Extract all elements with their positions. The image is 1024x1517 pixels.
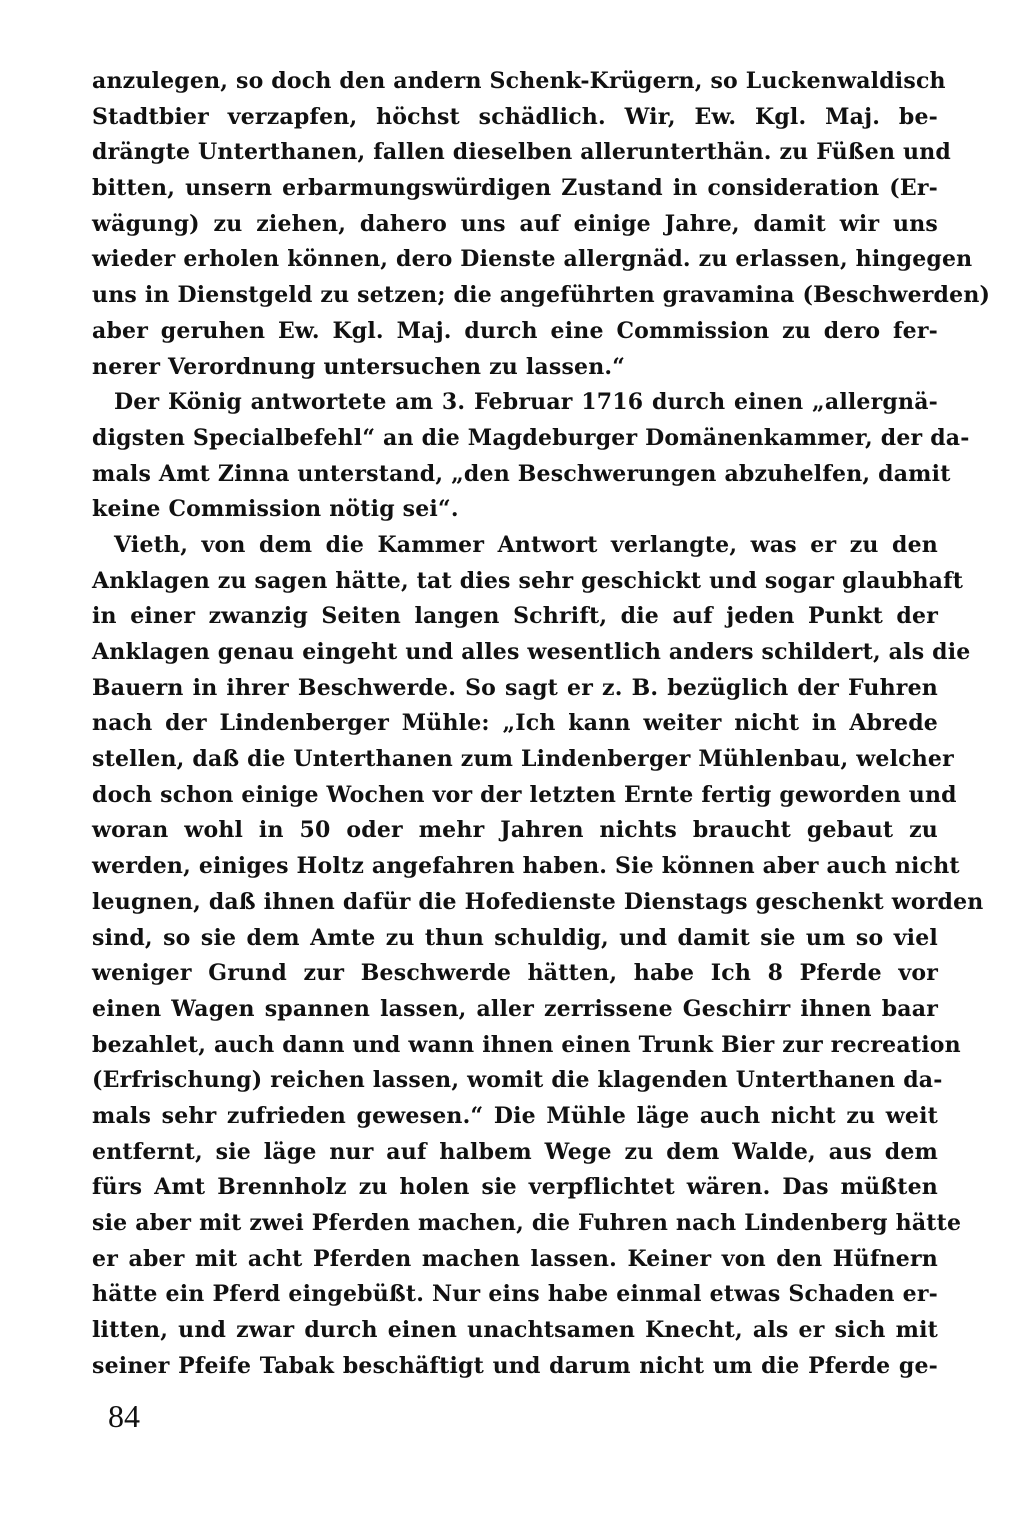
paragraph-petition-quote	[92, 64, 991, 385]
text-line: aber geruhen Ew. Kgl. Maj. durch eine Commission zu dero fer-	[92, 317, 938, 344]
text-line: Anklagen genau eingeht und alles wesentlich anders schildert, als die	[92, 639, 971, 665]
text-line: (Erfrischung) reichen lassen, womit die klagenden Unterthanen da-	[92, 1067, 943, 1094]
text-line: sind, so sie dem Amte zu thun schuldig, und damit sie um so viel	[92, 924, 938, 951]
text-line: leugnen, daß ihnen dafür die Hofedienste Dienstags geschenkt worden	[92, 888, 984, 915]
text-line: bitten, unsern erbarmungswürdigen Zustand in consideration (Er-	[92, 175, 938, 202]
text-line: Der König antwortete am 3. Februar 1716 durch einen „allergnä-	[114, 389, 938, 416]
text-line: einen Wagen spannen lassen, aller zerrissene Geschirr ihnen baar	[92, 995, 938, 1022]
text-line: seiner Pfeife Tabak beschäftigt und darum nicht um die Pferde ge-	[92, 1352, 938, 1379]
text-line: bezahlet, auch dann und wann ihnen einen Trunk Bier zur recreation	[92, 1031, 961, 1058]
text-line: wieder erholen können, dero Dienste allergnäd. zu erlassen, hingegen	[92, 246, 973, 273]
text-line: litten, und zwar durch einen unachtsamen Knecht, als er sich mit	[92, 1317, 938, 1344]
text-line: werden, einiges Holtz angefahren haben. Sie können aber auch nicht	[92, 853, 960, 880]
text-line: woran wohl in 50 oder mehr Jahren nichts braucht gebaut zu	[92, 817, 938, 844]
text-line: weniger Grund zur Beschwerde hätten, habe Ich 8 Pferde vor	[92, 960, 938, 987]
text-line: drängte Unterthanen, fallen dieselben allerunterthän. zu Füßen und	[92, 139, 952, 166]
text-line: stellen, daß die Unterthanen zum Lindenberger Mühlenbau, welcher	[92, 746, 954, 773]
text-line: keine Commission nötig sei“.	[92, 496, 459, 523]
text-line: Stadtbier verzapfen, höchst schädlich. Wir, Ew. Kgl. Maj. be-	[92, 103, 938, 130]
text-line: in einer zwanzig Seiten langen Schrift, die auf jeden Punkt der	[92, 603, 938, 630]
text-line: hätte ein Pferd eingebüßt. Nur eins habe einmal etwas Schaden er-	[92, 1281, 938, 1308]
text-line: wägung) zu ziehen, dahero uns auf einige Jahre, damit wir uns	[92, 210, 938, 237]
text-line: fürs Amt Brennholz zu holen sie verpflichtet wären. Das müßten	[92, 1174, 938, 1201]
text-line: Bauern in ihrer Beschwerde. So sagt er z. B. bezüglich der Fuhren	[92, 674, 938, 701]
text-line: Vieth, von dem die Kammer Antwort verlangte, was er zu den	[114, 531, 938, 558]
text-line: er aber mit acht Pferden machen lassen. Keiner von den Hüfnern	[92, 1245, 938, 1272]
paragraph-king-response	[92, 385, 970, 528]
text-line: uns in Dienstgeld zu setzen; die angeführten gravamina (Beschwerden)	[92, 282, 991, 309]
text-line: anzulegen, so doch den andern Schenk-Krügern, so Luckenwaldisch	[92, 68, 946, 94]
text-line: nerer Verordnung untersuchen zu lassen.“	[92, 353, 626, 380]
text-line: doch schon einige Wochen vor der letzten Ernte fertig geworden und	[92, 781, 957, 808]
text-line: entfernt, sie läge nur auf halbem Wege zu dem Walde, aus dem	[92, 1138, 938, 1165]
page-text-block	[92, 64, 991, 1464]
text-line: digsten Specialbefehl“ an die Magdeburger Domänenkammer, der da-	[92, 424, 970, 451]
text-line: Anklagen zu sagen hätte, tat dies sehr geschickt und sogar glaubhaft	[92, 567, 964, 594]
text-line: sie aber mit zwei Pferden machen, die Fuhren nach Lindenberg hätte	[92, 1210, 962, 1236]
text-line: nach der Lindenberger Mühle: „Ich kann weiter nicht in Abrede	[92, 710, 938, 737]
text-line: mals sehr zufrieden gewesen.“ Die Mühle läge auch nicht zu weit	[92, 1102, 938, 1129]
page-number: 84	[108, 1398, 140, 1434]
paragraph-vieth-reply	[92, 528, 984, 1385]
text-line: mals Amt Zinna unterstand, „den Beschwerungen abzuhelfen, damit	[92, 460, 951, 487]
